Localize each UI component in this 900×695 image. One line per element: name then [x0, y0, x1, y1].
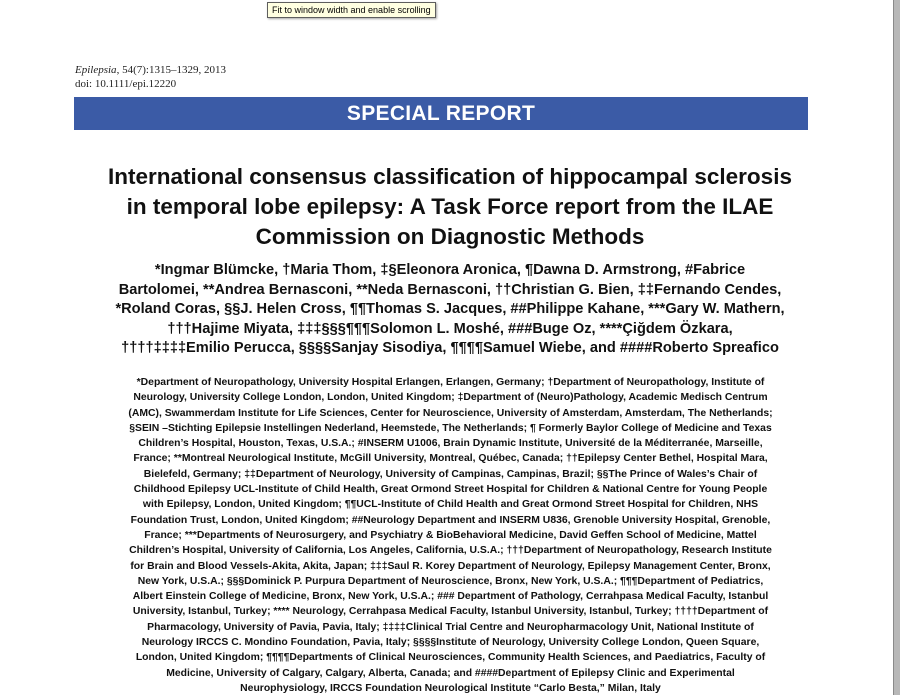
affiliation-line: Children’s Hospital, Houston, Texas, U.S.A.; #INSERM U1006, Brain Dynamic Institute, Université de la Méditerranée, Marseille,: [138, 438, 763, 450]
affiliation-line: London, United Kingdom; ¶¶¶¶Departments of Clinical Neurosciences, Community Health Sciences, and Paediatrics, Faculty of: [135, 652, 766, 664]
title-line: International consensus classification of hippocampal sclerosis: [108, 164, 792, 189]
author-line: *Roland Coras, §§J. Helen Cross, ¶¶Thomas S. Jacques, ##Philippe Kahane, ***Gary W. Mathern,: [115, 301, 785, 317]
section-banner: SPECIAL REPORT: [74, 97, 808, 130]
affiliation-line: Bielefeld, Germany; ‡‡Department of Neurology, University of Campinas, Campinas, Brazil; §§The Prince of Wales’s Chair of: [143, 468, 758, 480]
affiliation-line: with Epilepsy, London, United Kingdom; ¶¶UCL-Institute of Child Health and Great Ormond Street Hospital for Children, NHS: [142, 499, 759, 511]
journal-issue: , 54(7):1315–1329, 2013: [116, 64, 226, 76]
title-line: in temporal lobe epilepsy: A Task Force report from the ILAE: [126, 194, 774, 219]
fit-width-tooltip: Fit to window width and enable scrolling: [267, 2, 436, 18]
affiliation-line: Neurology IRCCS C. Mondino Foundation, Pavia, Italy; §§§§Institute of Neurology, University College London, Queen Square,: [141, 637, 760, 649]
affiliation-line: Foundation Trust, London, United Kingdom; ##Neurology Department and INSERM U836, Grenoble University Hospital, Grenoble,: [130, 514, 771, 526]
affiliation-line: Neurology, University College London, London, United Kingdom; ‡Department of (Neuro)Pathology, Academic Medisch Centrum: [133, 392, 768, 404]
doi: doi: 10.1111/epi.12220: [75, 78, 177, 90]
affiliation-line: Albert Einstein College of Medicine, Bronx, New York, U.S.A.; ### Department of Pathology, Cerrahpasa Medical Faculty, Istanbul: [132, 591, 769, 603]
affiliation-line: Children’s Hospital, University of California, Los Angeles, California, U.S.A.; †††Department of Neuropathology, Research Institute: [129, 545, 772, 557]
author-line: Bartolomei, **Andrea Bernasconi, **Neda Bernasconi, ††Christian G. Bien, ‡‡Fernando Cendes,: [118, 281, 782, 298]
journal-name: Epilepsia: [75, 64, 117, 76]
citation-line: [75, 63, 226, 77]
affiliation-line: Childhood Epilepsy UCL-Institute of Child Health, Great Ormond Street Hospital for Children & National Centre for Young People: [133, 484, 768, 496]
author-line: †††Hajime Miyata, ‡‡‡§§§¶¶¶Solomon L. Moshé, ###Buge Oz, ****Çiğdem Özkara,: [167, 320, 733, 337]
affiliation-line: Pharmacology, University of Pavia, Pavia, Italy; ‡‡‡‡Clinical Trial Centre and Neuropharmacology Unit, National Institute of: [147, 621, 754, 633]
affiliation-line: *Department of Neuropathology, University Hospital Erlangen, Erlangen, Germany; †Department of Neuropathology, Institute of: [136, 377, 765, 388]
affiliation-line: Medicine, University of Calgary, Calgary, Alberta, Canada; and ####Department of Epilepsy Clinic and Experimental: [166, 667, 735, 679]
author-list: [60, 261, 840, 359]
affiliation-line: New York, U.S.A.; §§§Dominick P. Purpura Department of Neuroscience, Bronx, New York, U.S.A.; ¶¶¶Department of Pediatrics,: [137, 575, 764, 587]
affiliation-line: for Brain and Blood Vessels-Akita, Akita, Japan; ‡‡‡Saul R. Korey Department of Neurology, Epilepsy Management Center, Bronx,: [130, 560, 771, 572]
affiliation-line: §SEIN –Stichting Epilepsie Instellingen Nederland, Heemstede, The Netherlands; ¶ Formerly Baylor College of Medicine and Texas: [129, 422, 772, 434]
author-line: ††††‡‡‡‡Emilio Perucca, §§§§Sanjay Sisodiya, ¶¶¶¶Samuel Wiebe, and ####Roberto Spreafico: [121, 340, 779, 356]
citation-block: [75, 63, 226, 91]
paper-title: [60, 162, 840, 252]
affiliations: [78, 375, 823, 695]
affiliation-line: University, Istanbul, Turkey; **** Neurology, Cerrahpasa Medical Faculty, Istanbul University, Istanbul, Turkey; ††††Department of: [132, 606, 769, 618]
affiliation-line: France; ***Departments of Neurosurgery, and Psychiatry & BioBehavioral Medicine, David Geffen School of Medicine, Mattel: [144, 529, 757, 541]
vertical-scrollbar[interactable]: [893, 0, 900, 695]
author-line: *Ingmar Blümcke, †Maria Thom, ‡§Eleonora Aronica, ¶Dawna D. Armstrong, #Fabrice: [154, 262, 746, 278]
affiliation-line: Neurophysiology, IRCCS Foundation Neurological Institute “Carlo Besta,” Milan, Italy: [240, 682, 661, 694]
affiliation-line: France; **Montreal Neurological Institute, McGill University, Montreal, Québec, Canada; ††Epilepsy Center Bethel, Hospital Mara,: [133, 453, 768, 465]
affiliation-line: (AMC), Swammerdam Institute for Life Sciences, Center for Neuroscience, University of Amsterdam, Amsterdam, The Netherlands;: [128, 407, 773, 419]
title-line: Commission on Diagnostic Methods: [255, 224, 645, 249]
